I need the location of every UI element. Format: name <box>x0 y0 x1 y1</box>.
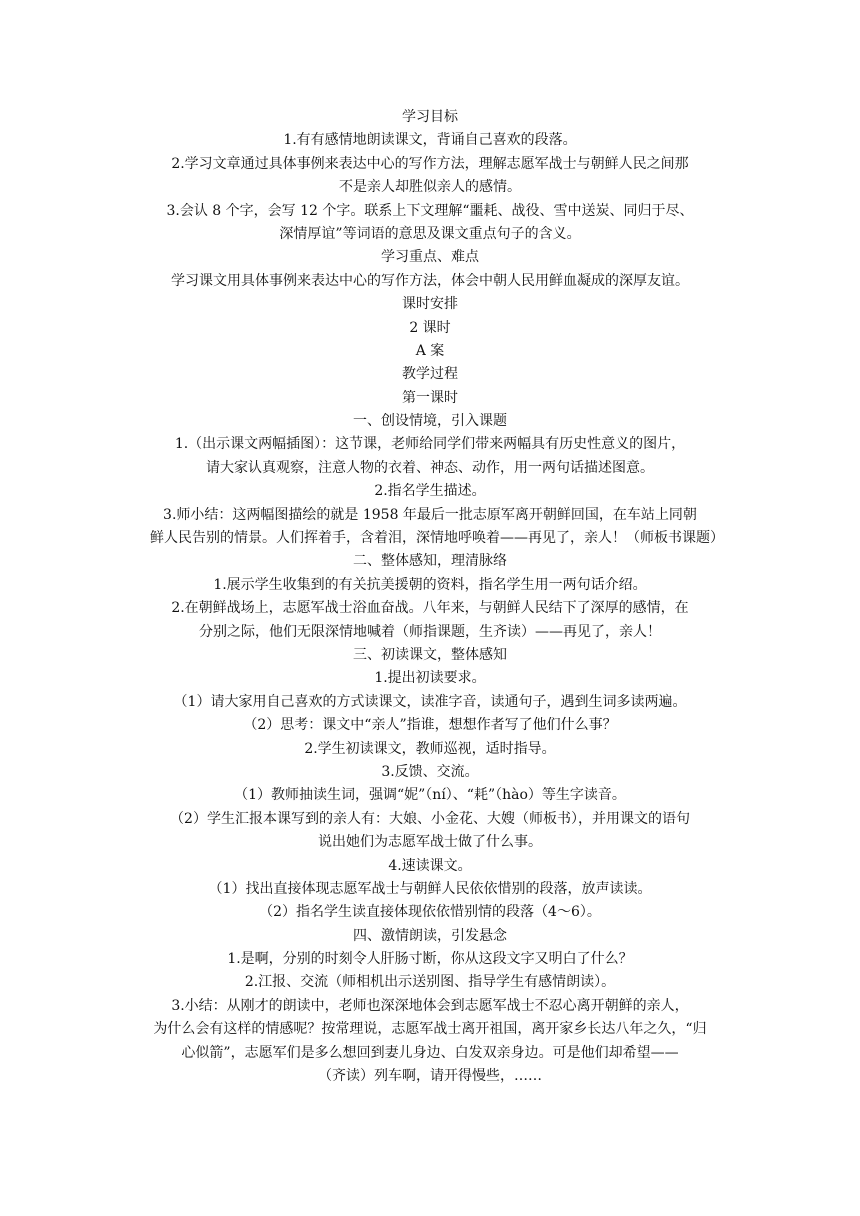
text-line: 3.小结：从刚才的朗读中，老师也深深地体会到志愿军战士不忍心离开朝鲜的亲人， <box>171 997 689 1014</box>
text-line: 为什么会有这样的情感呢？按常理说，志愿军战士离开祖国，离开家乡长达八年之久，“归 <box>153 1021 707 1038</box>
section-heading-schedule: 课时安排 <box>402 296 458 313</box>
text-line: 2.在朝鲜战场上，志愿军战士浴血奋战。八年来，与朝鲜人民结下了深厚的感情，在 <box>171 600 689 617</box>
document-body <box>150 106 724 1088</box>
subsection-heading: 四、激情朗读，引发悬念 <box>353 927 507 944</box>
text-line: 2.学生初读课文，教师巡视，适时指导。 <box>304 740 556 757</box>
section-heading-first-lesson: 第一课时 <box>402 389 458 406</box>
subsection-heading: 三、初读课文，整体感知 <box>353 646 507 663</box>
section-heading-learning-goals: 学习目标 <box>402 109 458 125</box>
text-line: 1.有有感情地朗读课文，背诵自己喜欢的段落。 <box>283 132 577 149</box>
text-line: （1）教师抽读生词，强调“妮”（ní）、“耗”（hào）等生字读音。 <box>234 787 626 804</box>
text-line: （齐读）列车啊，请开得慢些，…… <box>318 1068 542 1085</box>
subsection-heading: 二、整体感知，理清脉络 <box>353 553 507 570</box>
text-line: 1.是啊，分别的时刻令人肝肠寸断，你从这段文字又明白了什么？ <box>227 951 633 968</box>
text-line: 1.展示学生收集到的有关抗美援朝的资料，指名学生用一两句话介绍。 <box>213 576 647 593</box>
text-line: 心似箭”，志愿军们是多么想回到妻儿身边、白发双亲身边。可是他们却希望—— <box>181 1044 679 1061</box>
text-line: 说出她们为志愿军战士做了什么事。 <box>318 834 542 851</box>
text-line: （2）指名学生读直接体现依依惜别情的段落（4～6）。 <box>259 904 601 921</box>
text-line: 3.会认 8 个字，会写 12 个字。联系上下文理解“噩耗、战役、雪中送炭、同归于尽、 <box>166 202 694 219</box>
text-line: 2.学习文章通过具体事例来表达中心的写作方法，理解志愿军战士与朝鲜人民之间那 <box>171 155 689 172</box>
text-line: 2 课时 <box>409 319 451 336</box>
text-line: 2.江报、交流（师相机出示送别图、指导学生有感情朗读）。 <box>244 974 616 991</box>
text-line: （1）找出直接体现志愿军战士与朝鲜人民依依惜别的段落，放声读读。 <box>208 880 652 897</box>
section-heading-teaching-process: 教学过程 <box>402 366 458 383</box>
text-line: 分别之际，他们无限深情地喊着（师指课题，生齐读）——再见了，亲人！ <box>199 623 661 640</box>
text-line: （2）思考：课文中“亲人”指谁，想想作者写了他们什么事？ <box>243 717 617 734</box>
subsection-heading: 一、创设情境，引入课题 <box>353 413 507 430</box>
text-line: 4.速读课文。 <box>388 857 472 874</box>
text-line: 3.反馈、交流。 <box>381 763 479 780</box>
text-line: 不是亲人却胜似亲人的感情。 <box>339 179 521 196</box>
text-line: 深情厚谊”等词语的意思及课文重点句子的含义。 <box>279 225 581 242</box>
text-line: 学习课文用具体事例来表达中心的写作方法，体会中朝人民用鲜血凝成的深厚友谊。 <box>171 272 689 289</box>
text-line: A 案 <box>415 342 445 359</box>
text-line: 鲜人民告别的情景。人们挥着手，含着泪，深情地呼唤着——再见了，亲人！（师板书课题） <box>150 530 724 547</box>
text-line: （1）请大家用自己喜欢的方式读课文，读准字音，读通句子，遇到生词多读两遍。 <box>173 693 687 710</box>
text-line: （2）学生汇报本课写到的亲人有：大娘、小金花、大嫂（师板书），并用课文的语句 <box>170 810 690 827</box>
text-line: 请大家认真观察，注意人物的衣着、神态、动作，用一两句话描述图意。 <box>206 459 654 476</box>
text-line: 2.指名学生描述。 <box>374 483 486 500</box>
text-line: 1.提出初读要求。 <box>374 670 486 687</box>
section-heading-key-points: 学习重点、难点 <box>381 249 479 266</box>
text-line: 3.师小结：这两幅图描绘的就是 1958 年最后一批志原军离开朝鲜回国，在车站上同朝 <box>163 506 697 523</box>
text-line: 1.（出示课文两幅插图）：这节课，老师给同学们带来两幅具有历史性意义的图片， <box>174 436 686 453</box>
